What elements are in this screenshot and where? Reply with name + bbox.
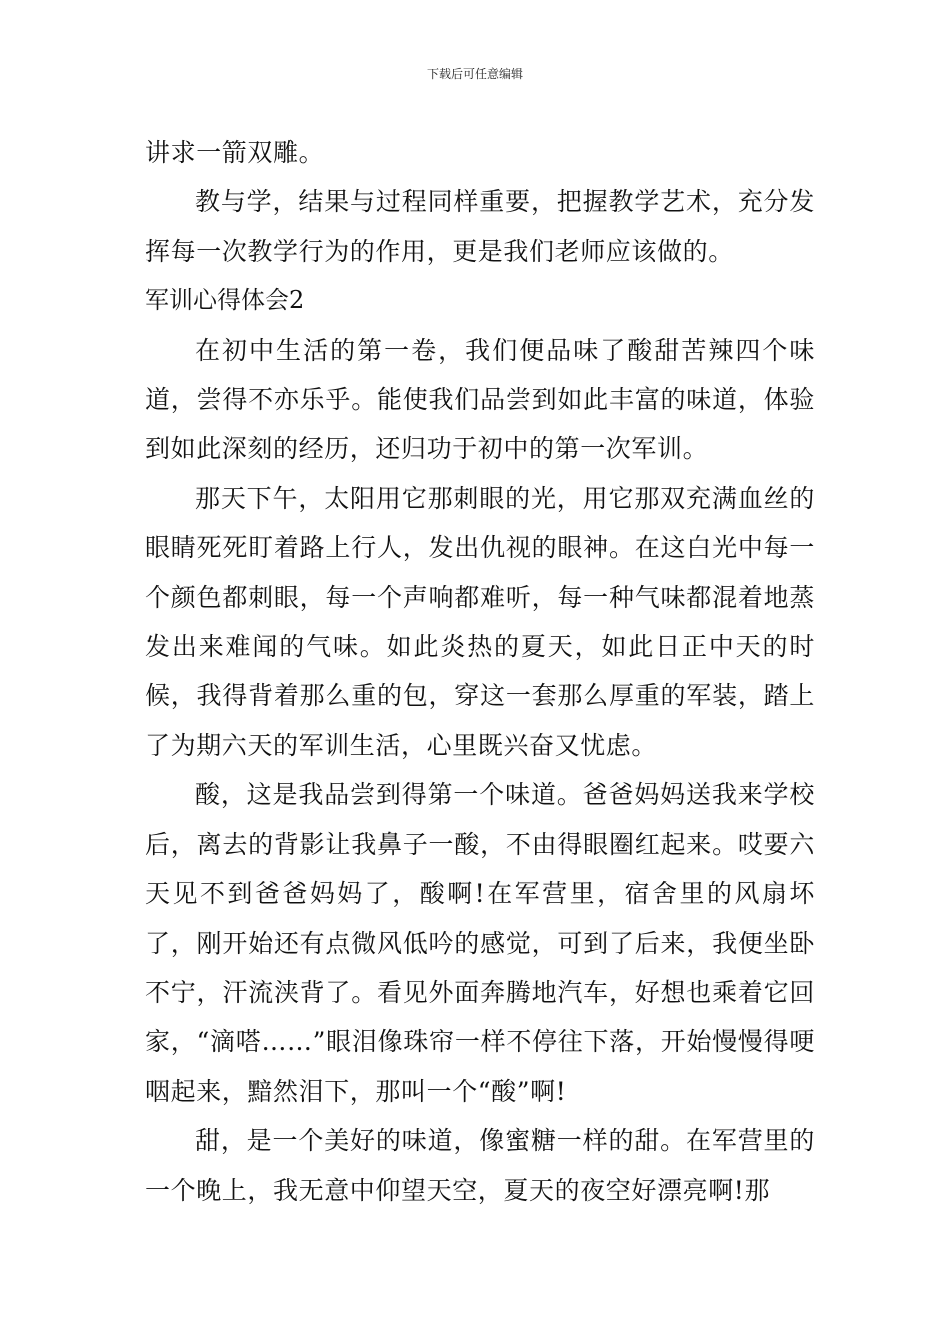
paragraph-sweet: 甜，是一个美好的味道，像蜜糖一样的甜。在军营里的一个晚上，我无意中仰望天空，夏天的夜空好漂亮啊!那 (145, 1126, 815, 1205)
document-body (145, 128, 815, 1215)
page-header: 下载后可任意编辑 (426, 67, 523, 81)
section-heading: 军训心得体会2 (145, 286, 305, 315)
paragraph-continuation: 讲求一箭双雕。 (145, 138, 325, 167)
paragraph-teaching: 教与学，结果与过程同样重要，把握教学艺术，充分发挥每一次教学行为的作用，更是我们老师应该做的。 (145, 187, 815, 266)
paragraph-intro: 在初中生活的第一卷，我们便品味了酸甜苦辣四个味道，尝得不亦乐乎。能使我们品尝到如此丰富的味道，体验到如此深刻的经历，还归功于初中的第一次军训。 (145, 335, 815, 464)
paragraph-afternoon: 那天下午，太阳用它那刺眼的光，用它那双充满血丝的眼睛死死盯着路上行人，发出仇视的眼神。在这白光中每一个颜色都刺眼，每一个声响都难听，每一种气味都混着地蒸发出来难闻的气味。如此炎热的夏天，如此日正中天的时候，我得背着那么重的包，穿这一套那么厚重的军装，踏上了为期六天的军训生活，心里既兴奋又忧虑。 (145, 483, 815, 760)
paragraph-sour: 酸，这是我品尝到得第一个味道。爸爸妈妈送我来学校后，离去的背影让我鼻子一酸，不由得眼圈红起来。哎要六天见不到爸爸妈妈了，酸啊!在军营里，宿舍里的风扇坏了，刚开始还有点微风低吟的感觉，可到了后来，我便坐卧不宁，汗流浃背了。看见外面奔腾地汽车，好想也乘着它回家，“滴嗒……”眼泪像珠帘一样不停往下落，开始慢慢得哽咽起来，黯然泪下，那叫一个“酸”啊! (145, 780, 815, 1106)
